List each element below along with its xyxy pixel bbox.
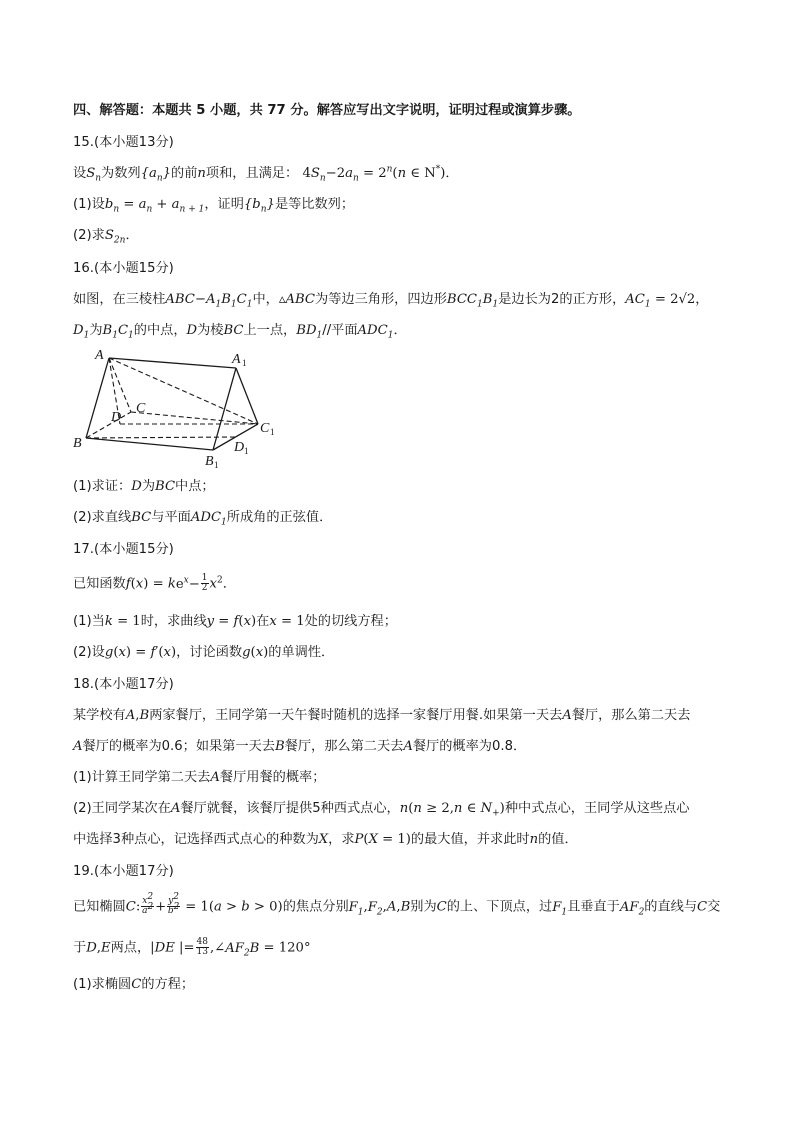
q16-stem-line2: $D_1$为$B_1C_1$的中点，D为棱BC上一点，$BD_1//$平面$ADC_1$．	[73, 323, 407, 341]
q17-header: 17.(本小题15分)	[73, 542, 174, 557]
section-header	[73, 102, 580, 120]
svg-text:1: 1	[242, 358, 247, 368]
q16-header: 16.(本小题15分)	[73, 261, 174, 276]
q16-stem-line1: 如图，在三棱柱$ABC-A_1B_1C_1$中，▵ABC为等边三角形，四边形$BCC_1B_1$是边长为2的正方形，$AC_1 = 2√2$，	[73, 292, 709, 310]
label-B: B	[73, 436, 82, 451]
q18-stem-line2: A餐厅的概率为0.6；如果第一天去B餐厅，那么第二天去A餐厅的概率为0.8．	[73, 739, 527, 754]
label-C1: C	[260, 421, 270, 436]
label-A: A	[95, 348, 104, 363]
q15-stem: 设$S_n$为数列$\{a_n\}$的前n项和，且满足： $4S_n-2a_n = 2^n(n$ ∈ N*)．	[73, 164, 459, 184]
q18-part2-line1: (2)王同学某次在A餐厅就餐，该餐厅提供5种西式点心，n(n ≥ 2,n ∈ $N_+$)种中式点心，王同学从这些点心	[73, 801, 690, 819]
label-D: D	[111, 410, 122, 425]
q18-part2-line2: 中选择3种点心，记选择西式点心的种数为X，求P(X = 1)的最大值，并求此时n的值．	[73, 832, 578, 847]
edge-AB	[86, 358, 109, 438]
q18-part1: (1)计算王同学第二天去A餐厅用餐的概率；	[73, 770, 326, 785]
svg-text:1: 1	[244, 446, 249, 456]
section-header-text: 四、解答题：本题共 5 小题，共 77 分。解答应写出文字说明，证明过程或演算步骤。	[73, 103, 581, 118]
label-B1: B	[205, 454, 214, 469]
edge-A1B1	[213, 368, 236, 450]
label-D1: D	[234, 440, 245, 455]
edge-A1C1	[236, 368, 258, 424]
svg-text:1: 1	[270, 427, 275, 437]
q19-header: 19.(本小题17分)	[73, 864, 174, 879]
q17-part2: (2)设g(x) = f′(x)，讨论函数g(x)的单调性．	[73, 645, 335, 660]
q19-stem-line2: 于D,E两点，|DE |= $\frac{48}{13}$ $,\angle AF_2B = 120^\circ$	[73, 937, 311, 959]
q18-stem-line1: 某学校有A,B两家餐厅，王同学第一天午餐时随机的选择一家餐厅用餐.如果第一天去A餐厅，那么第二天去	[73, 708, 691, 723]
svg-text:1: 1	[214, 460, 219, 470]
label-A1: A	[232, 352, 241, 367]
q19-part1: (1)求椭圆C的方程；	[73, 977, 195, 992]
q15-header: 15.(本小题13分)	[73, 135, 174, 150]
label-C: C	[136, 401, 146, 416]
q17-stem: 已知函数$f(x) = ke^x-$ $\frac{1}{2}$ $x^2$．	[73, 573, 236, 593]
q16-part1: (1)求证：D为BC中点；	[73, 479, 215, 494]
edge-CC1	[131, 412, 258, 424]
q19-stem-line1: 已知椭圆C: $\frac{x^2}{a^2}$ + $\frac{y^2}{b^2}$ = 1(a > b > 0)的焦点分别$F_1,F_2,A,B$别为C的上、下顶点，过$F_1$且垂直于$AF_2$的直线与C交	[73, 892, 721, 918]
edge-BB1	[86, 438, 213, 450]
q17-part1: (1)当k = 1时，求曲线y = f(x)在x = 1处的切线方程；	[73, 614, 397, 629]
prism-figure	[68, 344, 288, 472]
edge-BD1	[86, 437, 236, 438]
q18-header: 18.(本小题17分)	[73, 677, 174, 692]
q15-part2: (2)求$S_{2n}$．	[73, 228, 139, 246]
q15-part1: (1)设$b_n = a_n + a_{n + 1}$，证明$\{b_n\}$是等比数列；	[73, 197, 355, 215]
q16-part2: (2)求直线BC与平面$ADC_1$所成角的正弦值．	[73, 510, 333, 528]
